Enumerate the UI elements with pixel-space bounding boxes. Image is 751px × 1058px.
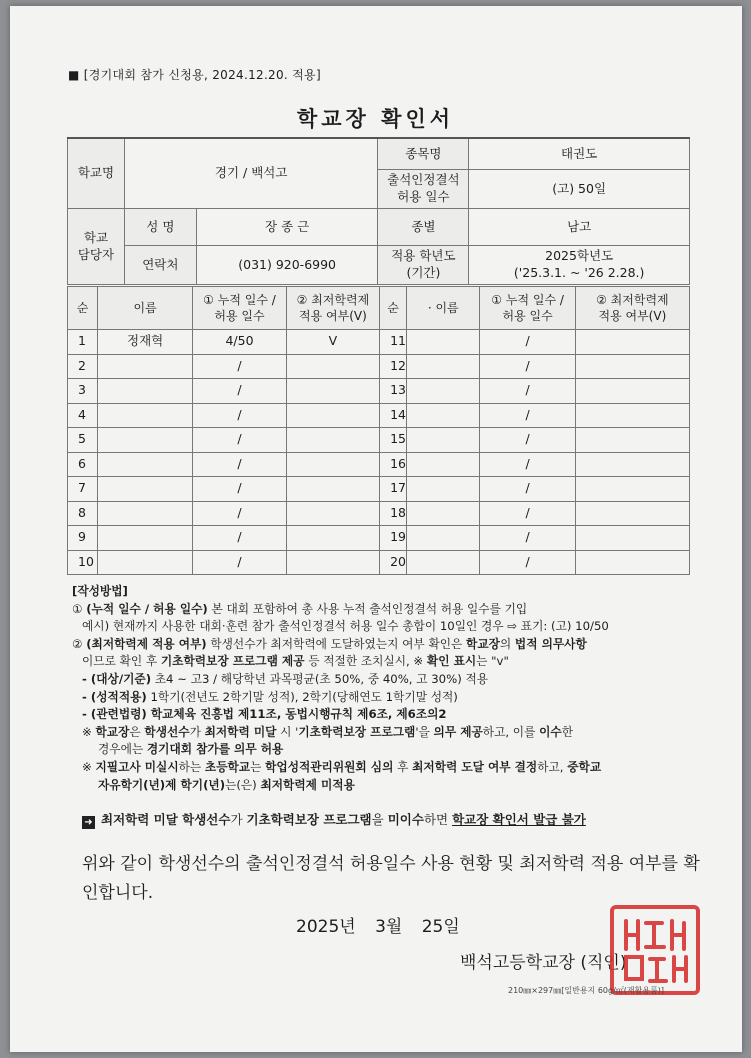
sub-3-text: 학교체육 진흥법 제11조, 동법시행규칙 제6조, 제6조의2 [146, 707, 447, 722]
days-used: / [480, 501, 575, 526]
min-standard-check: V [286, 330, 379, 355]
days-used: / [480, 526, 575, 551]
note-2-b4: 최저학력 도달 여부 결정 [412, 759, 538, 774]
note-2 [72, 759, 712, 777]
year-label: 적용 학년도 (기간) [378, 246, 469, 285]
min-standard-check [575, 501, 689, 526]
item-2-line2-bold: 기초학력보장 프로그램 제공 [160, 654, 305, 669]
seal-glyph [614, 909, 696, 991]
note-2-b3: 학업성적관리위원회 심의 [265, 759, 394, 774]
instructions [72, 583, 712, 794]
school-value: 경기 / 백석고 [124, 138, 378, 209]
item-1-number: ① [72, 601, 83, 616]
col-header-no2: 순 [380, 287, 407, 330]
notice-g: 학교장 확인서 발급 불가 [452, 812, 586, 827]
days-used: / [193, 452, 286, 477]
school-label: 학교명 [68, 138, 125, 209]
note-2-line2 [72, 777, 712, 795]
notice-c: 기초학력보장 프로그램 [246, 812, 372, 827]
days-used: / [480, 477, 575, 502]
category-value: 남고 [469, 209, 690, 246]
col-header-no: 순 [68, 287, 98, 330]
note-1-b6: 이수 [539, 724, 562, 739]
min-standard-check [286, 452, 379, 477]
notice-f: 하면 [423, 812, 453, 827]
min-standard-check [575, 379, 689, 404]
athlete-name [406, 501, 479, 526]
row-number: 3 [68, 379, 98, 404]
note-2-b2: 초등학교 [204, 759, 251, 774]
official-seal-stamp [610, 905, 700, 995]
item-1-bold: (누적 일수 / 허용 일수) [86, 601, 208, 616]
row-number: 15 [380, 428, 407, 453]
item-1-text: 본 대회 포함하여 총 사용 누적 출석인정결석 허용 일수를 기입 [207, 601, 528, 616]
instruction-item-1 [72, 601, 712, 619]
note-1-line2-b: 경기대회 참가를 의무 허용 [146, 742, 284, 757]
table-row [68, 379, 690, 404]
note-1-t3: 시 ' [276, 724, 299, 739]
row-number: 7 [68, 477, 98, 502]
athlete-name [406, 526, 479, 551]
contact-value: (031) 920-6990 [196, 246, 378, 285]
sub-item-laws [72, 706, 712, 724]
table-row [68, 526, 690, 551]
allowed-days-value: (고) 50일 [469, 170, 690, 209]
notice-line [82, 810, 586, 829]
note-2-mark: ※ [82, 759, 96, 774]
item-2-number: ② [72, 636, 83, 651]
note-1-t2: 가 [189, 724, 205, 739]
note-2-t1: 하는 [178, 759, 205, 774]
item-2-text-a: 학생선수가 최저학력에 도달하였는지 여부 확인은 [206, 636, 467, 651]
days-used: / [193, 403, 286, 428]
item-2-bold-b: 학교장 [466, 636, 500, 651]
min-standard-check [286, 379, 379, 404]
min-standard-check [286, 550, 379, 575]
note-1-mark: ※ [82, 724, 96, 739]
staff-label: 학교 담당자 [68, 209, 125, 285]
note-1-t1: 은 [129, 724, 145, 739]
note-1-b5: 의무 제공 [433, 724, 483, 739]
min-standard-check [575, 550, 689, 575]
days-used: / [480, 403, 575, 428]
note-2-t3: 후 [393, 759, 413, 774]
allowed-days-label: 출석인정결석 허용 일수 [378, 170, 469, 209]
principal-signature: 백석고등학교장 (직인) [460, 953, 627, 973]
days-used: / [480, 354, 575, 379]
athlete-name [406, 477, 479, 502]
athlete-name [97, 501, 192, 526]
athlete-name [97, 477, 192, 502]
note-1-b4: 기초학력보장 프로그램 [298, 724, 416, 739]
athlete-name [406, 428, 479, 453]
min-standard-check [286, 526, 379, 551]
sub-3-bold: - (관련법령) [82, 707, 147, 722]
note-1-b2: 학생선수 [144, 724, 190, 739]
days-used: / [480, 452, 575, 477]
note-1-t4: '을 [415, 724, 434, 739]
row-number: 8 [68, 501, 98, 526]
table-row [68, 501, 690, 526]
athlete-name [406, 330, 479, 355]
row-number: 12 [380, 354, 407, 379]
note-1-line2 [72, 741, 712, 759]
table-row [68, 428, 690, 453]
sub-1-text: 초4 ~ 고3 / 해당학년 과목평균(초 50%, 중 40%, 고 30%) 적용 [151, 671, 489, 686]
note-2-t4: 하고, [537, 759, 568, 774]
row-number: 16 [380, 452, 407, 477]
arrow-box-icon: ➜ [82, 816, 95, 829]
col-header-min2: ② 최저학력제 적용 여부(V) [575, 287, 689, 330]
sub-1-bold: - (대상/기준) [82, 671, 152, 686]
item-2-bold-d: 법적 의무사항 [514, 636, 587, 651]
instructions-heading: [작성방법] [72, 584, 128, 598]
min-standard-check [575, 403, 689, 428]
item-2-bold: (최저학력제 적용 여부) [86, 636, 207, 651]
document-title: 학교장 확인서 [296, 107, 455, 131]
confirmation-statement: 위와 같이 학생선수의 출석인정결석 허용일수 사용 현황 및 최저학력 적용 여부를 확인합니다. [82, 854, 700, 903]
instruction-item-1-example: 예시) 현재까지 사용한 대회·훈련 참가 출석인정결석 허용 일수 총합이 10일인 경우 ⇨ 표기: (고) 10/50 [82, 619, 609, 634]
athlete-name: 정재혁 [97, 330, 192, 355]
col-header-name2: · 이름 [406, 287, 479, 330]
athlete-name [97, 526, 192, 551]
instruction-item-2 [72, 636, 712, 654]
name-label: 성 명 [124, 209, 196, 246]
issue-date: 2025년 3월 25일 [296, 917, 460, 937]
note-2-line2-b2: 최저학력제 미적용 [260, 777, 355, 792]
note-1-t5: 하고, 이를 [482, 724, 540, 739]
days-used: / [193, 428, 286, 453]
athlete-name [97, 403, 192, 428]
min-standard-check [575, 477, 689, 502]
table-row [68, 452, 690, 477]
row-number: 13 [380, 379, 407, 404]
notice-d: 을 [371, 812, 388, 827]
note-2-t2: 는 [250, 759, 266, 774]
days-used: / [480, 379, 575, 404]
days-used: / [193, 550, 286, 575]
row-number: 2 [68, 354, 98, 379]
min-standard-check [575, 526, 689, 551]
sub-2-bold: - (성적적용) [82, 689, 147, 704]
name-value: 장 종 근 [196, 209, 378, 246]
athlete-name [97, 379, 192, 404]
athlete-name [406, 403, 479, 428]
notice-a: 최저학력 미달 학생선수 [101, 812, 231, 827]
item-2-line2-c: 는 "v" [476, 654, 509, 669]
days-used: / [193, 477, 286, 502]
col-header-name: 이름 [97, 287, 192, 330]
item-2-line2-b: 등 적절한 조치실시, ※ [304, 654, 427, 669]
min-standard-check [286, 501, 379, 526]
min-standard-check [575, 330, 689, 355]
athlete-name [97, 428, 192, 453]
days-used: / [193, 501, 286, 526]
table-row [68, 330, 690, 355]
info-table [67, 137, 690, 285]
row-number: 17 [380, 477, 407, 502]
min-standard-check [286, 477, 379, 502]
contact-label: 연락처 [124, 246, 196, 285]
notice-b: 가 [230, 812, 247, 827]
min-standard-check [286, 354, 379, 379]
days-used: / [193, 379, 286, 404]
note-1-b3: 최저학력 미달 [204, 724, 277, 739]
min-standard-check [286, 428, 379, 453]
row-number: 5 [68, 428, 98, 453]
roster-table [67, 286, 690, 575]
table-row [68, 550, 690, 575]
row-number: 4 [68, 403, 98, 428]
athlete-name [406, 354, 479, 379]
note-2-line2-b: 자유학기(년)제 학기(년) [98, 777, 226, 792]
note-1-b1: 학교장 [95, 724, 130, 739]
row-number: 18 [380, 501, 407, 526]
row-number: 10 [68, 550, 98, 575]
days-used: / [193, 354, 286, 379]
sub-2-text: 1학기(전년도 2학기말 성적), 2학기(당해연도 1학기말 성적) [146, 689, 458, 704]
days-used: / [480, 330, 575, 355]
athlete-name [97, 452, 192, 477]
note-2-b1: 지필고사 미실시 [95, 759, 179, 774]
row-number: 11 [380, 330, 407, 355]
sport-label: 종목명 [378, 138, 469, 170]
item-2-text-c: 의 [499, 636, 515, 651]
col-header-days: ① 누적 일수 / 허용 일수 [193, 287, 286, 330]
days-used: / [480, 550, 575, 575]
header-note: ■ [경기대회 참가 신청용, 2024.12.20. 적용] [68, 68, 321, 82]
row-number: 6 [68, 452, 98, 477]
sub-item-grades [72, 689, 712, 707]
instruction-item-2-line2 [72, 653, 712, 671]
paper-spec-note: 210㎜×297㎜[일반용지 60g/㎡(재활용품)] [508, 986, 665, 995]
athlete-name [97, 550, 192, 575]
notice-e: 미이수 [387, 812, 424, 827]
row-number: 20 [380, 550, 407, 575]
note-2-b5: 중학교 [567, 759, 602, 774]
roster-body [68, 330, 690, 575]
row-number: 1 [68, 330, 98, 355]
min-standard-check [286, 403, 379, 428]
row-number: 14 [380, 403, 407, 428]
athlete-name [406, 379, 479, 404]
item-2-line2-bold2: 확인 표시 [426, 654, 477, 669]
col-header-days2: ① 누적 일수 / 허용 일수 [480, 287, 575, 330]
sub-item-target [72, 671, 712, 689]
days-used: 4/50 [193, 330, 286, 355]
table-row [68, 403, 690, 428]
note-2-line2-t: 는(은) [225, 777, 261, 792]
row-number: 19 [380, 526, 407, 551]
athlete-name [406, 452, 479, 477]
note-1 [72, 724, 712, 742]
table-row [68, 354, 690, 379]
category-label: 종별 [378, 209, 469, 246]
days-used: / [193, 526, 286, 551]
athlete-name [97, 354, 192, 379]
item-2-line2-a: 이므로 확인 후 [82, 654, 161, 669]
athlete-name [406, 550, 479, 575]
min-standard-check [575, 452, 689, 477]
note-1-line2-a: 경우에는 [98, 742, 147, 757]
note-1-t6: 한 [561, 724, 573, 739]
col-header-min: ② 최저학력제 적용 여부(V) [286, 287, 379, 330]
row-number: 9 [68, 526, 98, 551]
min-standard-check [575, 354, 689, 379]
sport-value: 태권도 [469, 138, 690, 170]
days-used: / [480, 428, 575, 453]
min-standard-check [575, 428, 689, 453]
year-value: 2025학년도 ('25.3.1. ~ '26 2.28.) [469, 246, 690, 285]
table-row [68, 477, 690, 502]
